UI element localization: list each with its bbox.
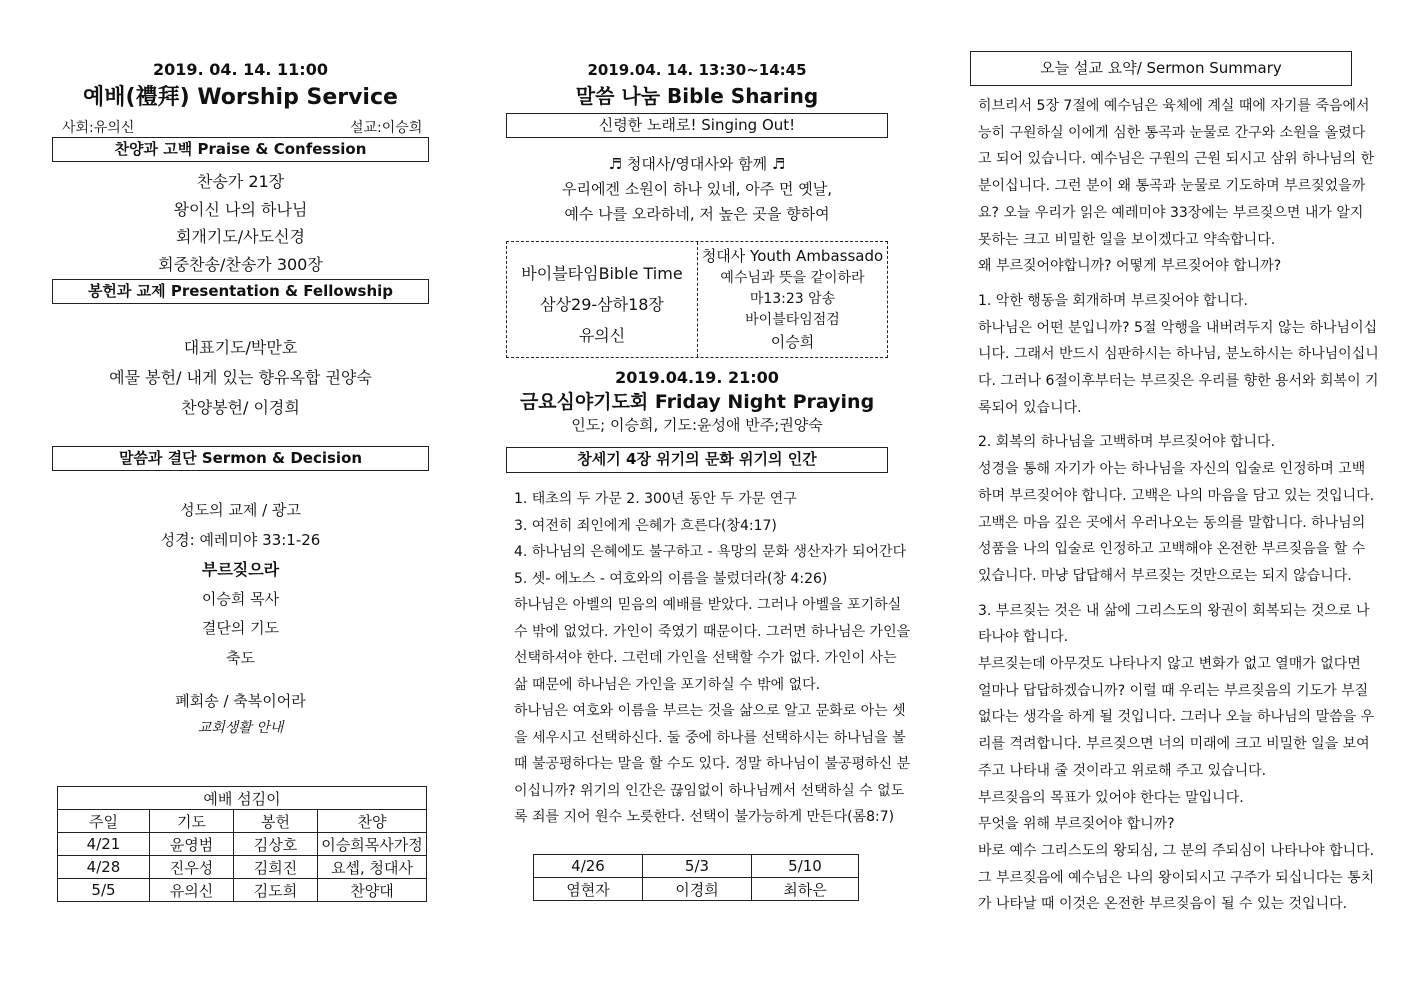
summary-heading: 2. 회복의 하나님을 고백하며 부르짖어야 합니다. [978,434,1276,451]
lesson-line: 삶 때문에 하나님은 가인을 포기하실 수 밖에 없다. [514,676,821,693]
lesson-point: 4. 하나님의 은혜에도 불구하고 - 욕망의 문화 생산자가 되어간다 [514,544,907,560]
singing-out-box: 신령한 노래로! Singing Out! [506,113,888,138]
schedule-date: 5/3 [643,855,752,878]
lesson-line: 록 죄를 지어 원수 노릇한다. 선택이 불가능하게 만든다(롬8:7) [514,809,895,825]
lesson-line: 수 밖에 없었다. 가인이 죽였기 때문이다. 그러면 하나님은 가인을 [514,623,911,640]
table-row [58,833,427,856]
duty-cell: 윤영범 [150,833,234,856]
youth-title: 청대사 Youth Ambassado [701,247,884,265]
worship-host: 사회:유의신 [62,120,135,136]
summary-line: 못하는 크고 비밀한 일을 보이겠다고 약속합니다. [978,231,1276,248]
summary-line: 있습니다. 마냥 답답해서 부르짖는 것만으로는 되지 않습니다. [978,567,1352,584]
friday-date: 2019.04.19. 21:00 [615,368,779,387]
duty-table [57,786,427,902]
table-row [534,855,859,878]
table-row [58,856,427,879]
praise-item: 회개기도/사도신경 [175,227,306,246]
table-row [58,879,427,902]
presentation-list [52,333,429,423]
summary-line: 가 나타날 때 이것은 온전한 부르짖음이 될 수 있는 것입니다. [978,896,1348,913]
bible-sharing-date: 2019.04. 14. 13:30~14:45 [587,61,807,79]
duty-cell: 유의신 [150,879,234,902]
youth-line: 마13:23 암송 [749,291,836,307]
summary-line: 니다. 그래서 반드시 심판하시는 하나님, 분노하시는 하나님이십니 [978,346,1379,363]
summary-line: 무엇을 위해 부르짖어야 합니까? [978,816,1175,833]
duty-header: 주일 [58,810,150,833]
bible-time-box [506,241,888,358]
duty-cell: 김희진 [234,856,318,879]
lesson-line: 선택하셔야 한다. 그런데 가인을 선택할 수가 없다. 가인이 사는 [514,650,897,666]
duty-cell: 찬양대 [318,879,427,902]
worship-date: 2019. 04. 14. 11:00 [153,60,328,79]
summary-line: 얼마나 답답하겠습니까? 이럴 때 우리는 부르짖음의 기도가 부질 [978,682,1369,699]
summary-line: 성품을 나의 입술로 인정하고 고백해야 온전한 부르짖음을 할 수 [978,541,1366,558]
summary-line: 하나님은 어떤 분입니까? 5절 악행을 내버려두지 않는 하나님이십 [978,319,1378,336]
duty-cell: 김상호 [234,833,318,856]
lesson-points [514,486,911,831]
duty-table-title: 예배 섬김이 [58,787,427,810]
summary-line: 없다는 생각을 하게 될 것입니다. 그러나 오늘 하나님의 말씀을 우 [978,709,1375,726]
duty-cell: 4/21 [58,833,150,856]
lesson-line: 을 세우시고 선택하신다. 둘 중에 하나를 선택하시는 하나님을 볼 [514,729,906,746]
summary-line: 능히 구원하실 이에게 심한 통곡과 눈물로 간구와 소원을 올렸다 [978,124,1366,141]
summary-line: 분이십니다. 그런 분이 왜 통곡과 눈물로 기도하며 부르짖었을까 [978,178,1366,195]
sermon-item: 이승희 목사 [201,589,280,608]
sermon-summary-title: 오늘 설교 요약/ Sermon Summary [970,51,1352,86]
presentation-item: 찬양봉헌/ 이경희 [181,398,300,417]
sermon-item: 성도의 교제 / 광고 [180,501,301,519]
summary-line: 부르짖음의 목표가 있어야 한다는 말입니다. [978,789,1244,806]
section-sermon-decision: 말씀과 결단 Sermon & Decision [52,446,429,471]
bible-sharing-title: 말씀 나눔 Bible Sharing [575,84,819,108]
summary-line: 하며 부르짖어야 합니다. 고백은 나의 마음을 담고 있는 것입니다. [978,487,1375,504]
lesson-title-box: 창세기 4장 위기의 문화 위기의 인간 [506,447,888,473]
schedule-name: 최하은 [752,878,859,901]
sermon-item: 결단의 기도 [201,619,280,637]
praise-item: 왕이신 나의 하나님 [173,199,308,219]
presentation-item: 대표기도/박만호 [183,338,298,357]
summary-line: 리를 격려합니다. 부르짖으면 너의 미래에 크고 비밀한 일을 보여 [978,736,1370,753]
schedule-date: 5/10 [752,855,859,878]
section-presentation-fellowship: 봉헌과 교제 Presentation & Fellowship [52,279,429,304]
section-praise-confession: 찬양과 고백 Praise & Confession [52,137,429,162]
sermon-list [52,496,429,673]
friday-sub: 인도; 이승희, 기도:윤성애 반주;권양숙 [571,416,823,434]
youth-line: 예수님과 뜻을 같이하라 [720,270,865,286]
song-line: 예수 나를 오라하네, 저 높은 곳을 향하여 [564,205,830,223]
song-lines [506,152,888,227]
summary-line: 바로 예수 그리스도의 왕되심, 그 분의 주되심이 나타나야 합니다. [978,842,1375,859]
duty-cell: 이승희목사가정 [318,833,427,856]
presentation-item: 예물 봉헌/ 내게 있는 향유옥합 권양숙 [109,368,372,387]
youth-ambassador-info [698,244,887,354]
youth-leader: 이승희 [770,333,815,351]
worship-title: 예배(禮拜) Worship Service [83,85,398,110]
lesson-point: 3. 여전히 죄인에게 은혜가 흐른다(창4:17) [514,517,777,534]
worship-preacher: 설교:이승희 [350,120,423,136]
duty-header: 기도 [150,810,234,833]
lesson-line: 하나님은 여호와 이름을 부르는 것을 삶으로 알고 문화로 아는 셋 [514,703,906,719]
duty-cell: 요셉, 청대사 [318,856,427,879]
summary-line: 요? 오늘 우리가 읽은 예레미야 33장에는 부르짖으면 내가 알지 [978,204,1364,221]
summary-line: 주고 나타내 줄 것이라고 위로해 주고 있습니다. [978,762,1267,779]
sermon-item: 축도 [226,648,255,667]
summary-line: 왜 부르짖어야합니까? 어떻게 부르짖어야 합니까? [978,258,1282,275]
praise-item: 회중찬송/찬송가 300장 [158,254,323,274]
lesson-line: 이십니까? 위기의 인간은 끊임없이 하나님께서 선택하실 수 없도 [514,782,905,799]
table-row [534,878,859,901]
praise-item: 찬송가 21장 [196,172,285,191]
summary-line: 고백은 마음 깊은 곳에서 우러나오는 동의를 말합니다. 하나님의 [978,514,1366,531]
duty-header: 봉헌 [234,810,318,833]
bible-time-leader: 유의신 [578,326,626,345]
schedule-name: 이경희 [643,878,752,901]
duty-cell: 진우성 [150,856,234,879]
lesson-point: 1. 태초의 두 가문 2. 300년 동안 두 가문 연구 [514,491,797,507]
song-line: ♬ 청대사/영대사와 함께 ♬ [608,155,786,173]
youth-line: 바이블타임점검 [745,312,840,328]
bible-time-info [507,258,697,351]
schedule-date: 4/26 [534,855,643,878]
duty-cell: 4/28 [58,856,150,879]
schedule-name: 염현자 [534,878,643,901]
duty-header: 찬양 [318,810,427,833]
summary-line: 히브리서 5장 7절에 예수님은 육체에 계실 때에 자기를 죽음에서 [978,98,1370,114]
sermon-item: 성경: 예레미야 33:1-26 [160,530,321,549]
sermon-summary-body [978,93,1379,918]
friday-title: 금요심야기도회 Friday Night Praying [519,391,875,413]
lesson-line: 하나님은 아벨의 믿음의 예배를 받았다. 그러나 아벨을 포기하실 [514,597,902,613]
summary-heading: 1. 악한 행동을 회개하며 부르짖어야 합니다. [978,292,1248,309]
summary-line: 록되어 있습니다. [978,399,1082,416]
bible-time-range: 삼상29-삼하18장 [540,295,664,314]
duty-cell: 5/5 [58,879,150,902]
summary-heading: 3. 부르짖는 것은 내 삶에 그리스도의 왕권이 회복되는 것으로 나 [978,602,1370,619]
lesson-point: 5. 셋- 에노스 - 여호와의 이름을 불렀더라(창 4:26) [514,570,828,587]
song-line: 우리에겐 소원이 하나 있네, 아주 먼 옛날, [562,180,832,198]
summary-line: 성경을 통해 자기가 아는 하나님을 자신의 입술로 인정하며 고백 [978,461,1366,478]
lesson-line: 때 불공평하다는 말을 할 수도 있다. 정말 하나님이 불공평하신 분 [514,756,911,772]
summary-line: 다. 그러나 6절이후부터는 부르짖은 우리를 향한 용서와 회복이 기 [978,373,1379,390]
schedule-table [533,854,859,901]
summary-line: 부르짖는데 아무것도 나타나지 않고 변화가 없고 열매가 없다면 [978,656,1361,673]
summary-line: 타나야 합니다. [978,629,1069,646]
duty-cell: 김도희 [234,879,318,902]
church-notice: 교회생활 안내 [197,720,284,736]
bible-time-label: 바이블타임Bible Time [521,264,683,283]
closing-hymn: 폐회송 / 축복이어라 [175,692,306,710]
sermon-title: 부르짖으라 [201,560,280,579]
summary-line: 고 되어 있습니다. 예수님은 구원의 근원 되시고 삼위 하나님의 한 [978,151,1375,168]
praise-list [52,168,429,278]
summary-line: 그 부르짖음에 예수님은 나의 왕이되시고 구주가 되십니다는 통치 [978,869,1375,886]
